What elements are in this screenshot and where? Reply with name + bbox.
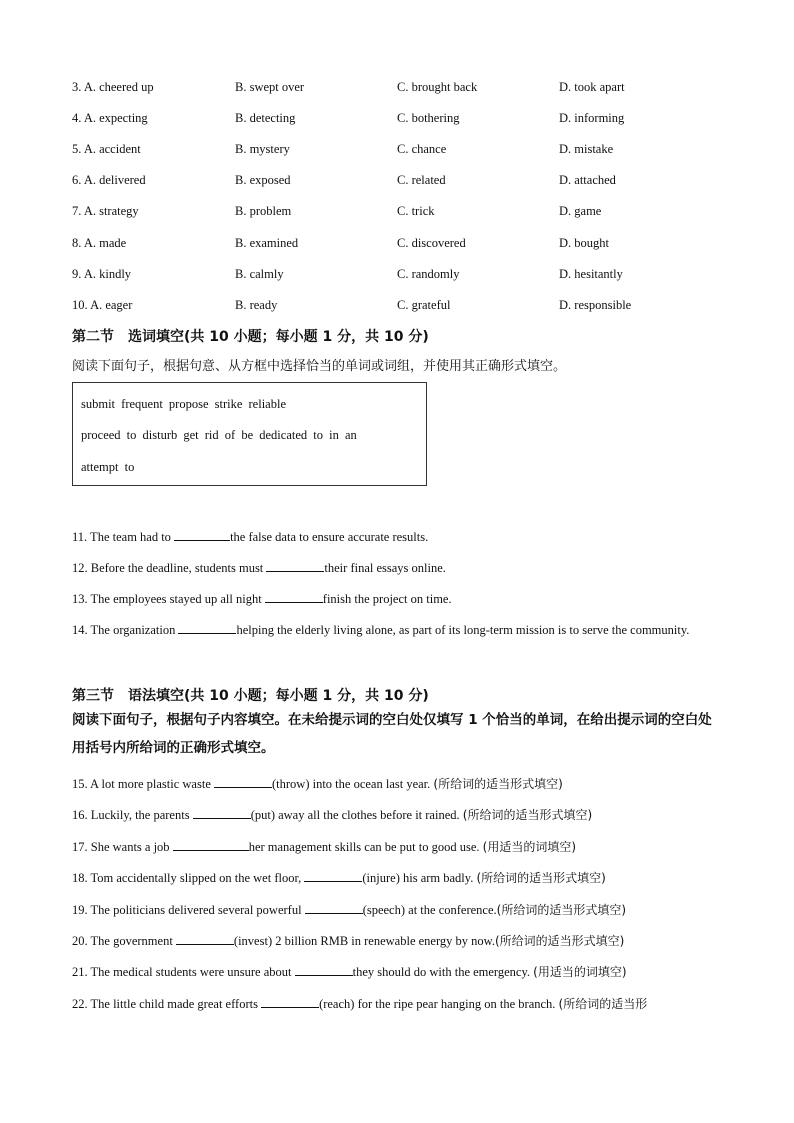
- question-17: 17. She wants a job her management skills can be put to good use. (用适当的词填空): [72, 840, 577, 854]
- mcq-row-9: [72, 267, 752, 287]
- answer-blank[interactable]: [266, 560, 324, 572]
- question-21: 21. The medical students were unsure about they should do with the emergency. (用适当的词填空): [72, 965, 627, 979]
- option-d: D. responsible: [559, 298, 632, 312]
- option-d: D. game: [559, 204, 602, 218]
- section-3-instruction: 阅读下面句子，根据句子内容填空。在未给提示词的空白处仅填写 1 个恰当的单词，在给出提示词的空白处用括号内所给词的正确形式填空。: [72, 712, 712, 756]
- answer-blank[interactable]: [265, 591, 323, 603]
- question-11: 11. The team had to the false data to ensure accurate results.: [72, 530, 429, 544]
- option-a: 3. A. cheered up: [72, 80, 154, 94]
- word-bank-line: proceed to disturb get rid of be dedicated to in an: [81, 428, 357, 442]
- answer-blank[interactable]: [295, 964, 353, 976]
- section-3-heading: [72, 685, 429, 705]
- word-bank-line: attempt to: [81, 460, 135, 474]
- section-3-label: 第三节: [72, 688, 114, 704]
- option-c: C. brought back: [397, 80, 478, 94]
- option-b: B. examined: [235, 236, 299, 250]
- mcq-row-4: [72, 111, 752, 131]
- section-2-label: 第二节: [72, 329, 114, 345]
- mcq-row-8: [72, 236, 752, 256]
- answer-blank[interactable]: [261, 996, 319, 1008]
- option-b: B. detecting: [235, 111, 296, 125]
- option-a: 6. A. delivered: [72, 173, 146, 187]
- answer-blank[interactable]: [176, 933, 234, 945]
- option-d: D. attached: [559, 173, 616, 187]
- option-a: 9. A. kindly: [72, 267, 132, 281]
- option-a: 10. A. eager: [72, 298, 133, 312]
- option-c: C. bothering: [397, 111, 460, 125]
- section-2-instruction: 阅读下面句子，根据句意、从方框中选择恰当的单词或词组，并使用其正确形式填空。: [72, 359, 567, 374]
- option-b: B. exposed: [235, 173, 291, 187]
- answer-blank[interactable]: [173, 839, 249, 851]
- question-20: 20. The government (invest) 2 billion RMB in renewable energy by now.(所给词的适当形式填空): [72, 934, 625, 948]
- option-d: D. bought: [559, 236, 609, 250]
- section-3-title: 语法填空(共 10 小题；每小题 1 分，共 10 分): [128, 688, 429, 704]
- mcq-row-3: [72, 80, 752, 100]
- section-2-heading: [72, 326, 429, 346]
- option-b: B. problem: [235, 204, 292, 218]
- answer-blank[interactable]: [214, 776, 272, 788]
- option-d: D. hesitantly: [559, 267, 623, 281]
- option-c: C. grateful: [397, 298, 451, 312]
- option-c: C. randomly: [397, 267, 460, 281]
- question-18: 18. Tom accidentally slipped on the wet floor, (injure) his arm badly. (所给词的适当形式填空): [72, 871, 606, 885]
- answer-blank[interactable]: [174, 529, 230, 541]
- option-b: B. calmly: [235, 267, 284, 281]
- option-a: 7. A. strategy: [72, 204, 139, 218]
- option-b: B. swept over: [235, 80, 305, 94]
- option-a: 8. A. made: [72, 236, 127, 250]
- mcq-row-10: [72, 298, 752, 318]
- word-bank-line: submit frequent propose strike reliable: [81, 397, 286, 411]
- question-15: 15. A lot more plastic waste (throw) into the ocean last year. (所给词的适当形式填空): [72, 777, 563, 791]
- question-16: 16. Luckily, the parents (put) away all the clothes before it rained. (所给词的适当形式填空): [72, 808, 593, 822]
- answer-blank[interactable]: [305, 902, 363, 914]
- mcq-row-7: [72, 204, 752, 224]
- question-12: 12. Before the deadline, students must their final essays online.: [72, 561, 446, 575]
- option-c: C. discovered: [397, 236, 466, 250]
- option-c: C. chance: [397, 142, 447, 156]
- word-bank-box: [72, 382, 427, 486]
- question-19: 19. The politicians delivered several powerful (speech) at the conference.(所给词的适当形式填空): [72, 903, 627, 917]
- option-d: D. mistake: [559, 142, 614, 156]
- option-c: C. trick: [397, 204, 435, 218]
- option-d: D. informing: [559, 111, 625, 125]
- question-22: 22. The little child made great efforts (reach) for the ripe pear hanging on the branch. (所给词的适当形: [72, 997, 648, 1011]
- answer-blank[interactable]: [178, 622, 236, 634]
- option-a: 5. A. accident: [72, 142, 141, 156]
- option-b: B. ready: [235, 298, 278, 312]
- answer-blank[interactable]: [304, 870, 362, 882]
- mcq-row-6: [72, 173, 752, 193]
- answer-blank[interactable]: [193, 807, 251, 819]
- question-14: 14. The organization helping the elderly living alone, as part of its long-term mission is to serve the community.: [72, 623, 690, 637]
- question-13: 13. The employees stayed up all night finish the project on time.: [72, 592, 452, 606]
- option-c: C. related: [397, 173, 446, 187]
- mcq-row-5: [72, 142, 752, 162]
- section-2-title: 选词填空(共 10 小题；每小题 1 分，共 10 分): [128, 329, 429, 345]
- option-b: B. mystery: [235, 142, 290, 156]
- option-a: 4. A. expecting: [72, 111, 148, 125]
- option-d: D. took apart: [559, 80, 625, 94]
